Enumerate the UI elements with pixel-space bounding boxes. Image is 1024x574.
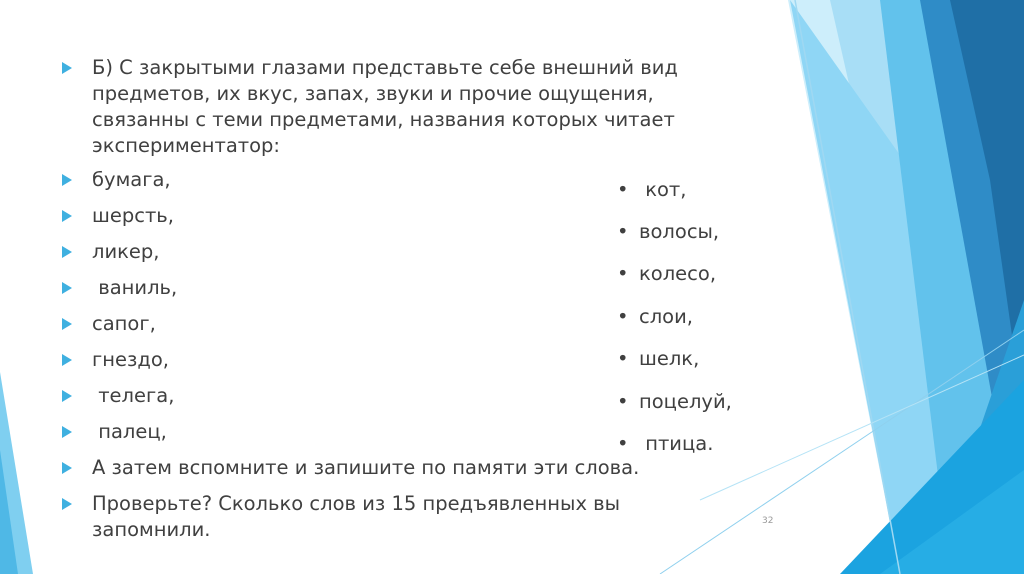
intro-paragraph-text: Б) С закрытыми глазами представьте себе внешний вид: [92, 56, 678, 79]
intro-paragraph-text: экспериментатор:: [92, 134, 281, 157]
arrow-bullet-icon: [62, 246, 72, 258]
question-text-text: запомнили.: [92, 518, 211, 541]
bullet-dot-icon: •: [617, 390, 629, 413]
bullet-dot-icon: •: [617, 262, 629, 285]
instruction-text-text: А затем вспомните и запишите по памяти эти слова.: [92, 456, 640, 479]
arrow-bullet-icon: [62, 498, 72, 510]
word-list-item-right: [617, 261, 716, 287]
arrow-bullet-icon: [62, 354, 72, 366]
intro-paragraph-text: связанны с теми предметами, названия которых читает: [92, 108, 675, 131]
bullet-dot-icon: •: [617, 178, 629, 201]
word-list-item-right: [617, 431, 713, 457]
word-text: кот,: [639, 178, 687, 201]
arrow-bullet-icon: [62, 318, 72, 330]
arrow-bullet-icon: [62, 210, 72, 222]
word-list-item-text: сапог,: [92, 312, 156, 335]
word-list-item-text: ликер,: [92, 240, 160, 263]
question-text-text: Проверьте? Сколько слов из 15 предъявленных вы: [92, 492, 621, 515]
arrow-bullet-icon: [62, 426, 72, 438]
bullet-dot-icon: •: [617, 220, 629, 243]
arrow-bullet-icon: [62, 282, 72, 294]
word-text: шелк,: [639, 347, 700, 370]
word-list-item-text: ваниль,: [92, 276, 178, 299]
word-list-item-text: палец,: [92, 420, 167, 443]
word-list-item-right: [617, 389, 732, 415]
bullet-dot-icon: •: [617, 432, 629, 455]
word-text: птица.: [639, 432, 714, 455]
word-list-item-text: гнездо,: [92, 348, 169, 371]
word-list-item-right: [617, 219, 719, 245]
word-text: колесо,: [639, 262, 717, 285]
intro-paragraph-text: предметов, их вкус, запах, звуки и прочие ощущения,: [92, 82, 654, 105]
word-list-item-right: [617, 304, 693, 330]
word-list-item-right: [617, 346, 699, 372]
word-text: волосы,: [639, 220, 720, 243]
word-list-item-text: бумага,: [92, 168, 171, 191]
word-list-item-text: телега,: [92, 384, 175, 407]
arrow-bullet-icon: [62, 174, 72, 186]
arrow-bullet-icon: [62, 390, 72, 402]
arrow-bullet-icon: [62, 462, 72, 474]
bullet-dot-icon: •: [617, 347, 629, 370]
word-list-item-text: шерсть,: [92, 204, 174, 227]
slide-number: 32: [762, 516, 774, 526]
bullet-dot-icon: •: [617, 305, 629, 328]
arrow-bullet-icon: [62, 62, 72, 74]
word-text: слои,: [639, 305, 693, 328]
word-text: поцелуй,: [639, 390, 732, 413]
word-list-item-right: [617, 177, 686, 203]
